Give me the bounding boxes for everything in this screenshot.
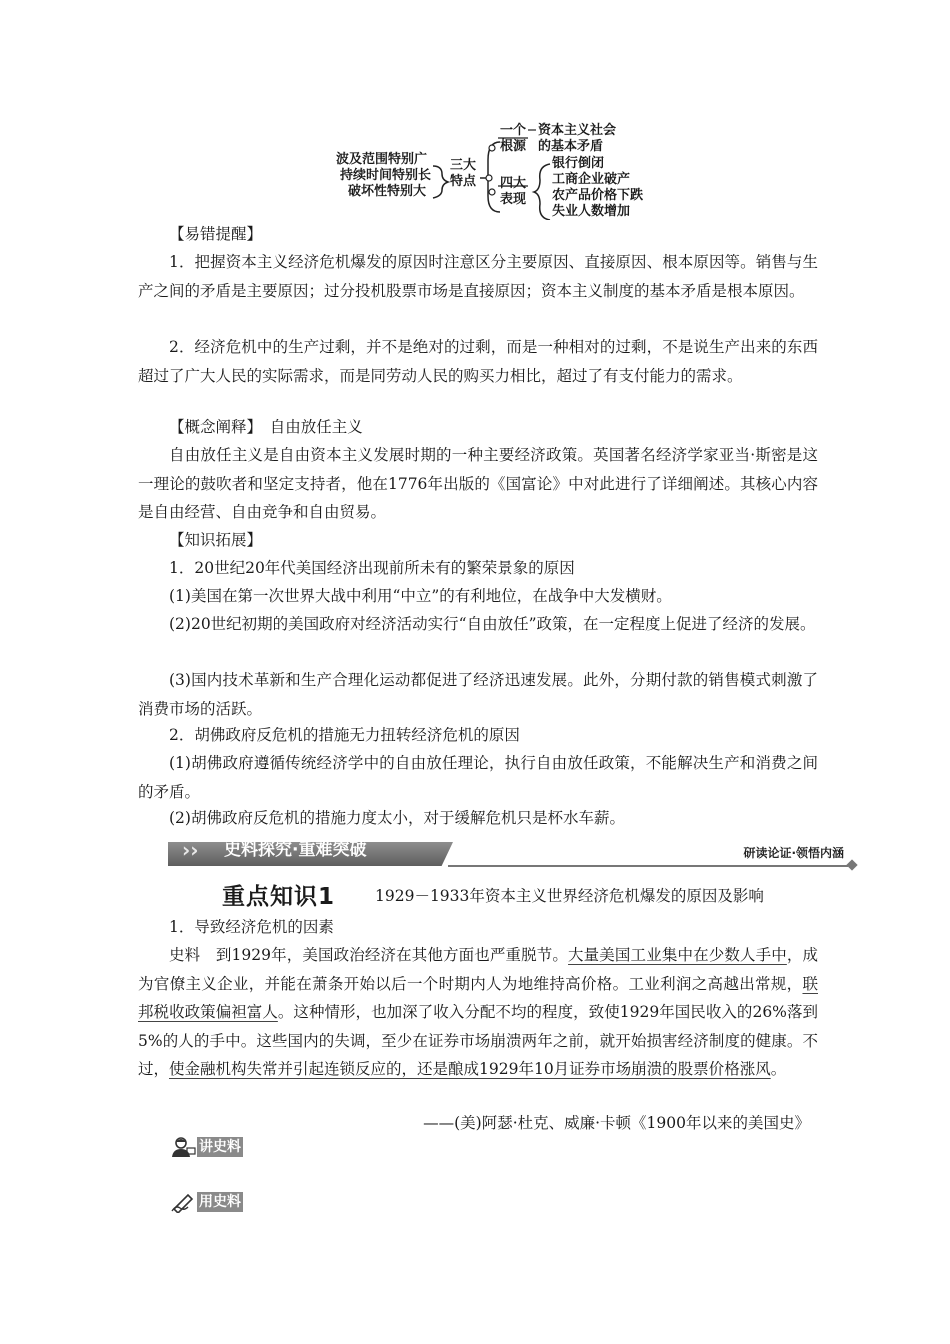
- root-text-2: 的基本矛盾: [538, 139, 604, 154]
- root-label: 一个根源: [500, 123, 527, 154]
- source-underline-3: 使金融机构失常并引起连锁反应的，还是酿成1929年10月证券市场崩溃的股票价格涨风: [169, 1060, 771, 1078]
- source-text: 。这种情形，也加深了收入分配不均的程度，致使1929年国民收入的26%落到5%的人的手中。这些国内的失调，至少在证券市场崩溃两年之前，就开始损害经济制度的健康。不过，: [138, 1003, 818, 1078]
- source-citation: ——(美)阿瑟·杜克、威廉·卡顿《1900年以来的美国史》: [423, 1114, 810, 1132]
- manifest-1: 银行倒闭: [552, 156, 605, 171]
- root-text-1: 资本主义社会: [538, 123, 617, 138]
- manifest-label: 四大表现: [500, 176, 527, 207]
- explain-source-label: 讲史料: [199, 1139, 241, 1155]
- explain-source-tag: [170, 1136, 243, 1160]
- extension-j1: (1)胡佛政府遵循传统经济学中的自由放任理论，执行自由放任政策，不能解决生产和消费之间的矛盾。: [138, 754, 818, 801]
- teacher-icon: [170, 1136, 196, 1158]
- source-underline-1: 大量美国工业集中在少数人手中: [568, 946, 787, 964]
- extension-i2: (2)20世纪初期的美国政府对经济活动实行“自由放任”政策，在一定程度上促进了经济的发展。: [169, 615, 816, 633]
- extension-h2: 2．胡佛政府反危机的措施无力扭转经济危机的原因: [169, 726, 520, 744]
- error-tip-2: 2．经济危机中的生产过剩，并不是绝对的过剩，而是一种相对的过剩，不是说生产出来的东西超过了广大人民的实际需求，而是同劳动人民的购买力相比，超过了有支付能力的需求。: [138, 338, 818, 385]
- source-text: 。: [770, 1060, 787, 1078]
- manifest-3: 农产品价格下跌: [552, 188, 644, 203]
- extension-i1: (1)美国在第一次世界大战中利用“中立”的有利地位，在战争中大发横财。: [169, 587, 672, 605]
- diamond-icon: [846, 859, 857, 870]
- key-point-title: 1929－1933年资本主义世界经济危机爆发的原因及影响: [375, 887, 764, 905]
- section-banner: [168, 838, 858, 870]
- features-label: 三大特点: [450, 158, 477, 189]
- extension-i3: (3)国内技术革新和生产合理化运动都促进了经济迅速发展。此外，分期付款的销售模式刺激了消费市场的活跃。: [138, 671, 818, 718]
- feature-3: 破坏性特别大: [348, 184, 427, 199]
- chevron-double-icon: ››: [182, 838, 199, 862]
- extension-j2: (2)胡佛政府反危机的措施力度太小，对于缓解危机只是杯水车薪。: [169, 809, 625, 827]
- extension-heading: 【知识拓展】: [169, 531, 263, 549]
- feature-1: 波及范围特别广: [336, 152, 428, 167]
- source-passage: [138, 941, 818, 1084]
- error-tip-1: 1．把握资本主义经济危机爆发的原因时注意区分主要原因、直接原因、根本原因等。销售与生产之间的矛盾是主要原因；过分投机股票市场是直接原因；资本主义制度的基本矛盾是根本原因。: [138, 253, 818, 300]
- mind-map: [330, 120, 660, 220]
- source-underline-2: 联邦税收政策偏袒富人: [138, 974, 818, 1021]
- banner-subtitle: 研读论证·领悟内涵: [743, 846, 844, 860]
- manifest-4: 失业人数增加: [552, 204, 631, 219]
- banner-title: 史料探究·重难突破: [224, 840, 367, 860]
- manifest-2: 工商企业破产: [552, 172, 631, 187]
- concept-paragraph: 自由放任主义是自由资本主义发展时期的一种主要经济政策。英国著名经济学家亚当·斯密是这一理论的鼓吹者和坚定支持者，他在1776年出版的《国富论》中对此进行了详细阐述。其核心内容是自由经营、自由竞争和自由贸易。: [138, 446, 818, 521]
- pen-icon: [170, 1191, 196, 1213]
- key-point-label: 重点知识1: [222, 884, 336, 910]
- use-source-label: 用史料: [199, 1194, 241, 1210]
- feature-2: 持续时间特别长: [340, 168, 432, 183]
- source-text: 史料 到1929年，美国政治经济在其他方面也严重脱节。: [169, 946, 569, 964]
- extension-h1: 1．20世纪20年代美国经济出现前所未有的繁荣景象的原因: [169, 559, 575, 577]
- key-point-subheading: 1．导致经济危机的因素: [169, 918, 334, 936]
- concept-heading: 【概念阐释】 自由放任主义: [169, 418, 363, 436]
- banner-rule: [448, 865, 848, 867]
- source-text: ，成为官僚主义企业，并能在萧条开始以后一个时期内人为地维持高价格。工业利润之高越出常规，: [138, 946, 818, 993]
- error-tips-heading: 【易错提醒】: [169, 225, 263, 243]
- use-source-tag: [170, 1191, 243, 1215]
